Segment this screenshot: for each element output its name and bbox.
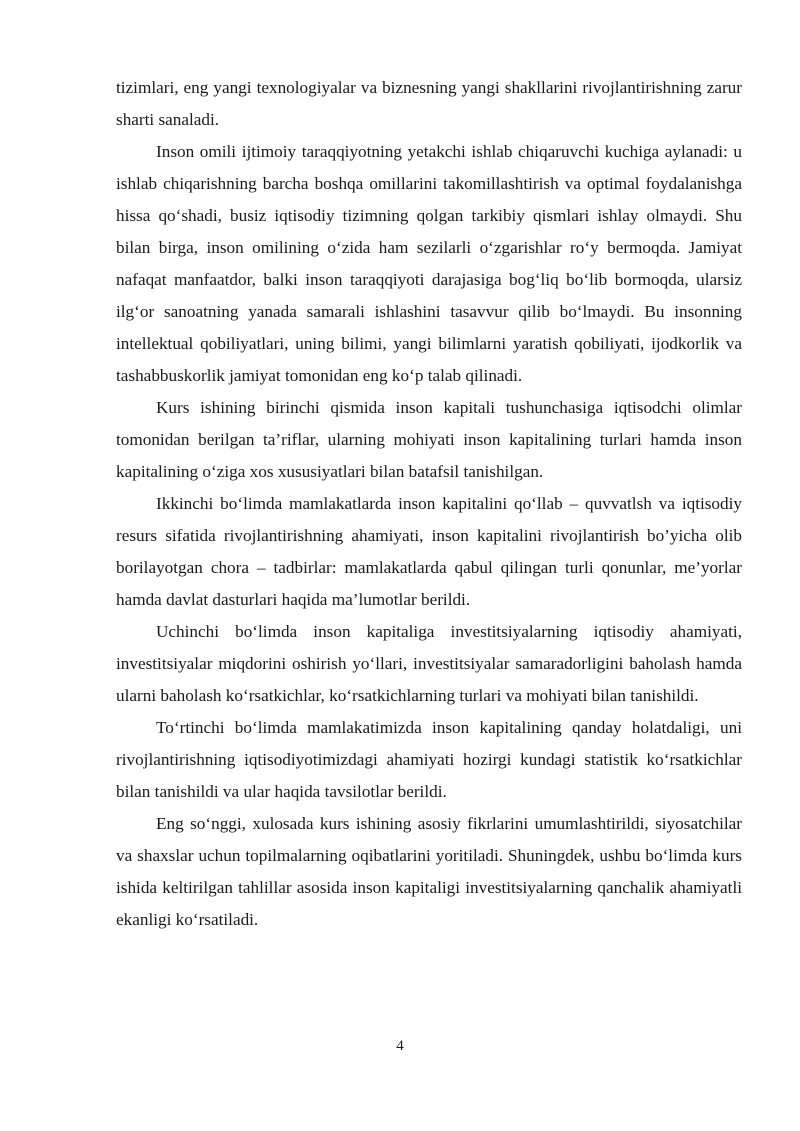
page-number: 4 <box>396 1038 404 1054</box>
paragraph-human-factor: Inson omili ijtimoiy taraqqiyotning yetakchi ishlab chiqaruvchi kuchiga aylanadi: u ishlab chiqarishning barcha boshqa omillarini takomillashtirish va optimal foydalanishga hissa qo‘shadi, busiz iqtisodiy tizimning qolgan tarkibiy qismlari ishlay olmaydi. Shu bilan birga, inson omilining o‘zida ham sezilarli o‘zgarishlar ro‘y bermoqda. Jamiyat nafaqat manfaatdor, balki inson taraqqiyoti darajasiga bog‘liq bo‘lib bormoqda, ularsiz ilg‘or sanoatning yanada samarali ishlashini tasavvur qilib bo‘lmaydi. Bu insonning intellektual qobiliyatlari, uning bilimi, yangi bilimlarni yaratish qobiliyati, ijodkorlik va tashabbuskorlik jamiyat tomonidan eng ko‘p talab qilinadi. <box>116 142 742 385</box>
paragraph-third-section: Uchinchi bo‘limda inson kapitaliga investitsiyalarning iqtisodiy ahamiyati, investitsiyalar miqdorini oshirish yo‘llari, investitsiyalar samaradorligini baholash hamda ularni baholash ko‘rsatkichlar, ko‘rsatkichlarning turlari va mohiyati bilan tanishildi. <box>116 622 742 705</box>
paragraph-continuation: tizimlari, eng yangi texnologiyalar va biznesning yangi shakllarini rivojlantirishning zarur sharti sanaladi. <box>116 78 742 129</box>
paragraph-second-section: Ikkinchi bo‘limda mamlakatlarda inson kapitalini qo‘llab – quvvatlsh va iqtisodiy resurs sifatida rivojlantirishning ahamiyati, inson kapitalini rivojlantirish bo’yicha olib borilayotgan chora – tadbirlar: mamlakatlarda qabul qilingan turli qonunlar, me’yorlar hamda davlat dasturlari haqida ma’lumotlar berildi. <box>116 494 742 609</box>
paragraph-first-part: Kurs ishining birinchi qismida inson kapitali tushunchasiga iqtisodchi olimlar tomonidan berilgan ta’riflar, ularning mohiyati inson kapitalining turlari hamda inson kapitalining o‘ziga xos xususiyatlari bilan batafsil tanishilgan. <box>116 398 742 481</box>
paragraph-conclusion: Eng so‘nggi, xulosada kurs ishining asosiy fikrlarini umumlashtirildi, siyosatchilar va shaxslar uchun topilmalarning oqibatlarini yoritiladi. Shuningdek, ushbu bo‘limda kurs ishida keltirilgan tahlillar asosida inson kapitaligi investitsiyalarning qanchalik ahamiyatli ekanligi ko‘rsatiladi. <box>116 814 742 929</box>
paragraph-fourth-section: To‘rtinchi bo‘limda mamlakatimizda inson kapitalining qanday holatdaligi, uni rivojlantirishning iqtisodiyotimizdagi ahamiyati hozirgi kundagi statistik ko‘rsatkichlar bilan tanishildi va ular haqida tavsilotlar berildi. <box>116 718 742 801</box>
document-body <box>116 72 742 936</box>
